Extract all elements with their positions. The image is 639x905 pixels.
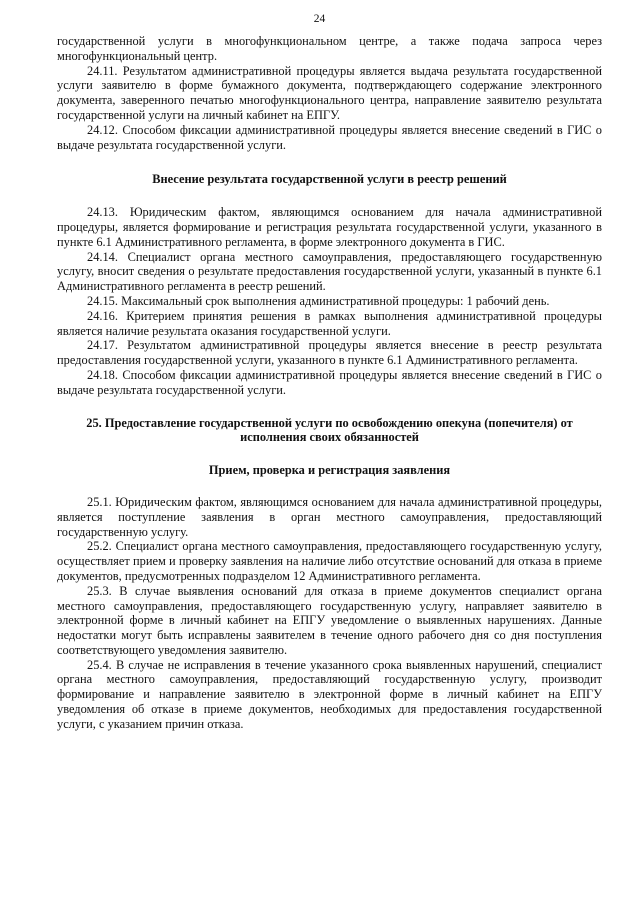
paragraph-24-13: 24.13. Юридическим фактом, являющимся основанием для начала административной процедуры, является формирование и регистрация результата государственной услуги, указанного в пункте 6.1 Административного регламента, в форме электронного документа в ГИС. [57, 205, 602, 249]
paragraph-25-1: 25.1. Юридическим фактом, являющимся основанием для начала административной процедуры, является поступление заявления в орган местного самоуправления, предоставляющий государственную услугу. [57, 494, 602, 539]
paragraph-24-14: 24.14. Специалист органа местного самоуправления, предоставляющего государственную услугу, вносит сведения о результате предоставления государственной услуги, указанный в пункте 6.1 Административного регламента в реестр решений. [57, 249, 602, 294]
section-heading-25: 25. Предоставление государственной услуги по освобождению опекуна (попечителя) от исполнения своих обязанностей [86, 415, 573, 445]
page-number: 24 [313, 13, 326, 25]
paragraph-24-15: 24.15. Максимальный срок выполнения административной процедуры: 1 рабочий день. [87, 293, 550, 308]
document-body [57, 34, 602, 732]
section-heading-registry: Внесение результата государственной услуги в реестр решений [152, 172, 507, 187]
paragraph-25-4: 25.4. В случае не исправления в течение указанного срока выявленных нарушений, специалист органа местного самоуправления, предоставляющий государственную услугу, производит формирование и направление заявителю в электронной форме в личный кабинет на ЕПГУ уведомления об отказе в приеме документов, необходимых для предоставления государственной услуги, с указанием причин отказа. [57, 657, 602, 731]
paragraph-continuation: государственной услуги в многофункциональном центре, а также подача запроса через многофункциональный центр. [57, 34, 602, 63]
paragraph-25-3: 25.3. В случае выявления оснований для отказа в приеме документов специалист органа местного самоуправления, предоставляющего государственную услугу, направляет заявителю в электронной форме в личный кабинет на ЕПГУ уведомление о выявленных нарушениях. Данные недостатки могут быть исправлены заявителем в течение одного рабочего дня со дня поступления соответствующего уведомления заявителю. [57, 583, 602, 657]
paragraph-24-17: 24.17. Результатом административной процедуры является внесение в реестр результата предоставления государственной услуги, указанного в пункте 6.1 Административного регламента. [57, 338, 602, 368]
paragraph-25-2: 25.2. Специалист органа местного самоуправления, предоставляющего государственную услугу, осуществляет прием и проверку заявления на наличие либо отсутствие оснований для отказа в приеме документов, предусмотренных подразделом 12 Административного регламента. [57, 539, 602, 583]
paragraph-24-18: 24.18. Способом фиксации административной процедуры является внесение сведений в ГИС о выдаче результата государственной услуги. [57, 367, 602, 397]
paragraph-24-12: 24.12. Способом фиксации административной процедуры является внесение сведений в ГИС о выдаче результата государственной услуги. [57, 122, 602, 152]
paragraph-24-11: 24.11. Результатом административной процедуры является выдача результата государственной услуги заявителю в форме бумажного документа, подтверждающего содержание электронного документа, заверенного печатью многофункционального центра, направление заявителю результата государственной услуги на личный кабинет на ЕПГУ. [57, 63, 602, 122]
subsection-heading-reception: Прием, проверка и регистрация заявления [208, 463, 451, 478]
paragraph-24-16: 24.16. Критерием принятия решения в рамках выполнения административной процедуры является наличие результата оказания государственной услуги. [57, 308, 602, 338]
